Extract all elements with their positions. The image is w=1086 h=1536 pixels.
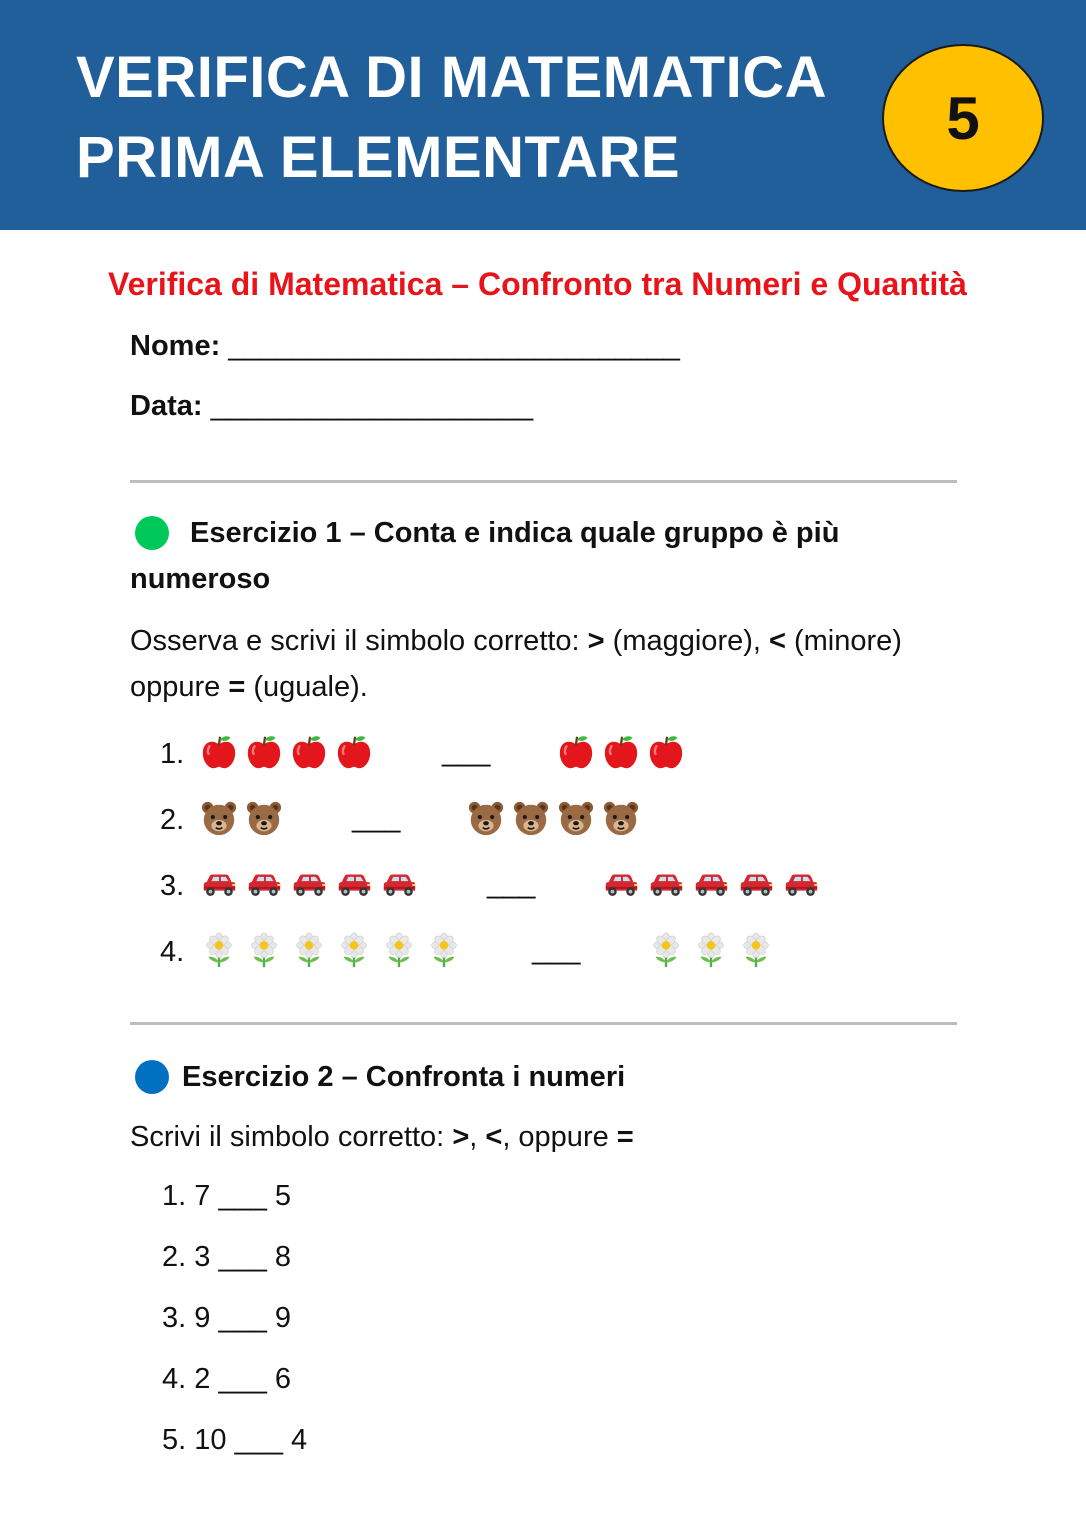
car-icon xyxy=(782,865,820,903)
daisy-icon xyxy=(245,931,283,969)
right-group xyxy=(467,798,640,838)
page-title xyxy=(76,38,876,198)
answer-blank[interactable]: ___ xyxy=(442,736,491,768)
answer-blank[interactable]: ___ xyxy=(532,934,581,966)
answer-blank[interactable]: ___ xyxy=(234,1424,283,1456)
bear-face-icon xyxy=(200,799,238,837)
car-icon xyxy=(200,865,238,903)
date-blank[interactable]: ____________________ xyxy=(210,390,534,422)
answer-blank[interactable]: ___ xyxy=(218,1241,267,1273)
exercise-2-item xyxy=(162,1424,307,1457)
name-field[interactable] xyxy=(130,330,680,363)
right-group xyxy=(602,864,820,904)
item-number: 1. xyxy=(162,1180,195,1212)
car-icon xyxy=(380,865,418,903)
apple-icon xyxy=(200,733,238,771)
daisy-icon xyxy=(647,931,685,969)
title-line-2: PRIMA ELEMENTARE xyxy=(76,125,681,190)
right-group xyxy=(647,930,775,970)
blue-circle-icon xyxy=(135,1060,169,1094)
car-icon xyxy=(692,865,730,903)
first-number: 10 xyxy=(194,1424,235,1456)
title-line-1: VERIFICA DI MATEMATICA xyxy=(76,45,827,110)
daisy-icon xyxy=(425,931,463,969)
apple-icon xyxy=(335,733,373,771)
divider xyxy=(130,480,957,483)
exercise-1-title xyxy=(130,510,957,602)
car-icon xyxy=(737,865,775,903)
item-number: 4. xyxy=(162,1363,195,1395)
daisy-icon xyxy=(335,931,373,969)
daisy-icon xyxy=(380,931,418,969)
instruction-text: (minore) xyxy=(785,625,902,657)
bear-face-icon xyxy=(512,799,550,837)
symbol-equal: = xyxy=(228,671,246,703)
right-group xyxy=(557,732,685,772)
exercise-2-item xyxy=(162,1180,291,1213)
car-icon xyxy=(335,865,373,903)
first-number: 3 xyxy=(194,1241,219,1273)
exercise-1-title-text: Esercizio 1 – Conta e indica quale gruppo è più xyxy=(190,517,840,549)
symbol-less: < xyxy=(769,625,786,657)
daisy-icon xyxy=(737,931,775,969)
name-label: Nome: xyxy=(130,330,221,362)
subtitle: Verifica di Matematica – Confronto tra Numeri e Quantità xyxy=(108,266,967,302)
answer-blank[interactable]: ___ xyxy=(218,1302,267,1334)
exercise-1-title-line-2: numeroso xyxy=(130,563,271,595)
answer-blank[interactable]: ___ xyxy=(218,1363,267,1395)
divider xyxy=(130,1022,957,1025)
symbol-equal: = xyxy=(616,1121,634,1153)
grade-badge: 5 xyxy=(882,44,1044,192)
daisy-icon xyxy=(692,931,730,969)
instruction-text: oppure xyxy=(130,671,229,703)
second-number: 4 xyxy=(282,1424,308,1456)
instruction-text: Scrivi il simbolo corretto: xyxy=(130,1121,453,1153)
instruction-text: (maggiore), xyxy=(604,625,769,657)
instruction-text: , oppure xyxy=(502,1121,617,1153)
apple-icon xyxy=(647,733,685,771)
car-icon xyxy=(602,865,640,903)
item-number: 3. xyxy=(162,1302,195,1334)
left-group xyxy=(200,930,463,970)
left-group xyxy=(200,732,373,772)
apple-icon xyxy=(602,733,640,771)
item-number: 2. xyxy=(160,804,185,836)
second-number: 5 xyxy=(266,1180,292,1212)
answer-blank[interactable]: ___ xyxy=(487,868,536,900)
bear-face-icon xyxy=(245,799,283,837)
date-field[interactable] xyxy=(130,390,533,423)
exercise-1-title-line-1 xyxy=(130,510,957,556)
symbol-less: < xyxy=(485,1121,503,1153)
exercise-2-instruction xyxy=(130,1114,960,1160)
daisy-icon xyxy=(200,931,238,969)
car-icon xyxy=(290,865,328,903)
exercise-2-item xyxy=(162,1241,291,1274)
header-banner xyxy=(0,0,1086,230)
instruction-text: , xyxy=(469,1121,486,1153)
left-group xyxy=(200,798,283,838)
first-number: 7 xyxy=(194,1180,219,1212)
first-number: 2 xyxy=(194,1363,219,1395)
apple-icon xyxy=(245,733,283,771)
answer-blank[interactable]: ___ xyxy=(352,802,401,834)
item-number: 3. xyxy=(160,870,185,902)
item-number: 4. xyxy=(160,936,185,968)
date-label: Data: xyxy=(130,390,203,422)
item-number: 5. xyxy=(162,1424,195,1456)
item-number: 2. xyxy=(162,1241,195,1273)
first-number: 9 xyxy=(194,1302,219,1334)
exercise-1-instruction xyxy=(130,618,960,710)
bear-face-icon xyxy=(467,799,505,837)
second-number: 6 xyxy=(266,1363,292,1395)
bear-face-icon xyxy=(557,799,595,837)
car-icon xyxy=(647,865,685,903)
symbol-greater: > xyxy=(587,625,605,657)
car-icon xyxy=(245,865,283,903)
symbol-greater: > xyxy=(452,1121,470,1153)
bear-face-icon xyxy=(602,799,640,837)
instruction-text: Osserva e scrivi il simbolo corretto: xyxy=(130,625,588,657)
exercise-2-item xyxy=(162,1363,291,1396)
name-blank[interactable]: ____________________________ xyxy=(228,330,680,362)
item-number: 1. xyxy=(160,738,185,770)
left-group xyxy=(200,864,418,904)
second-number: 9 xyxy=(266,1302,292,1334)
apple-icon xyxy=(290,733,328,771)
daisy-icon xyxy=(290,931,328,969)
second-number: 8 xyxy=(266,1241,292,1273)
exercise-2-title: Esercizio 2 – Confronta i numeri xyxy=(182,1061,626,1093)
answer-blank[interactable]: ___ xyxy=(218,1180,267,1212)
instruction-text: (uguale). xyxy=(245,671,368,703)
exercise-2-item xyxy=(162,1302,291,1335)
apple-icon xyxy=(557,733,595,771)
